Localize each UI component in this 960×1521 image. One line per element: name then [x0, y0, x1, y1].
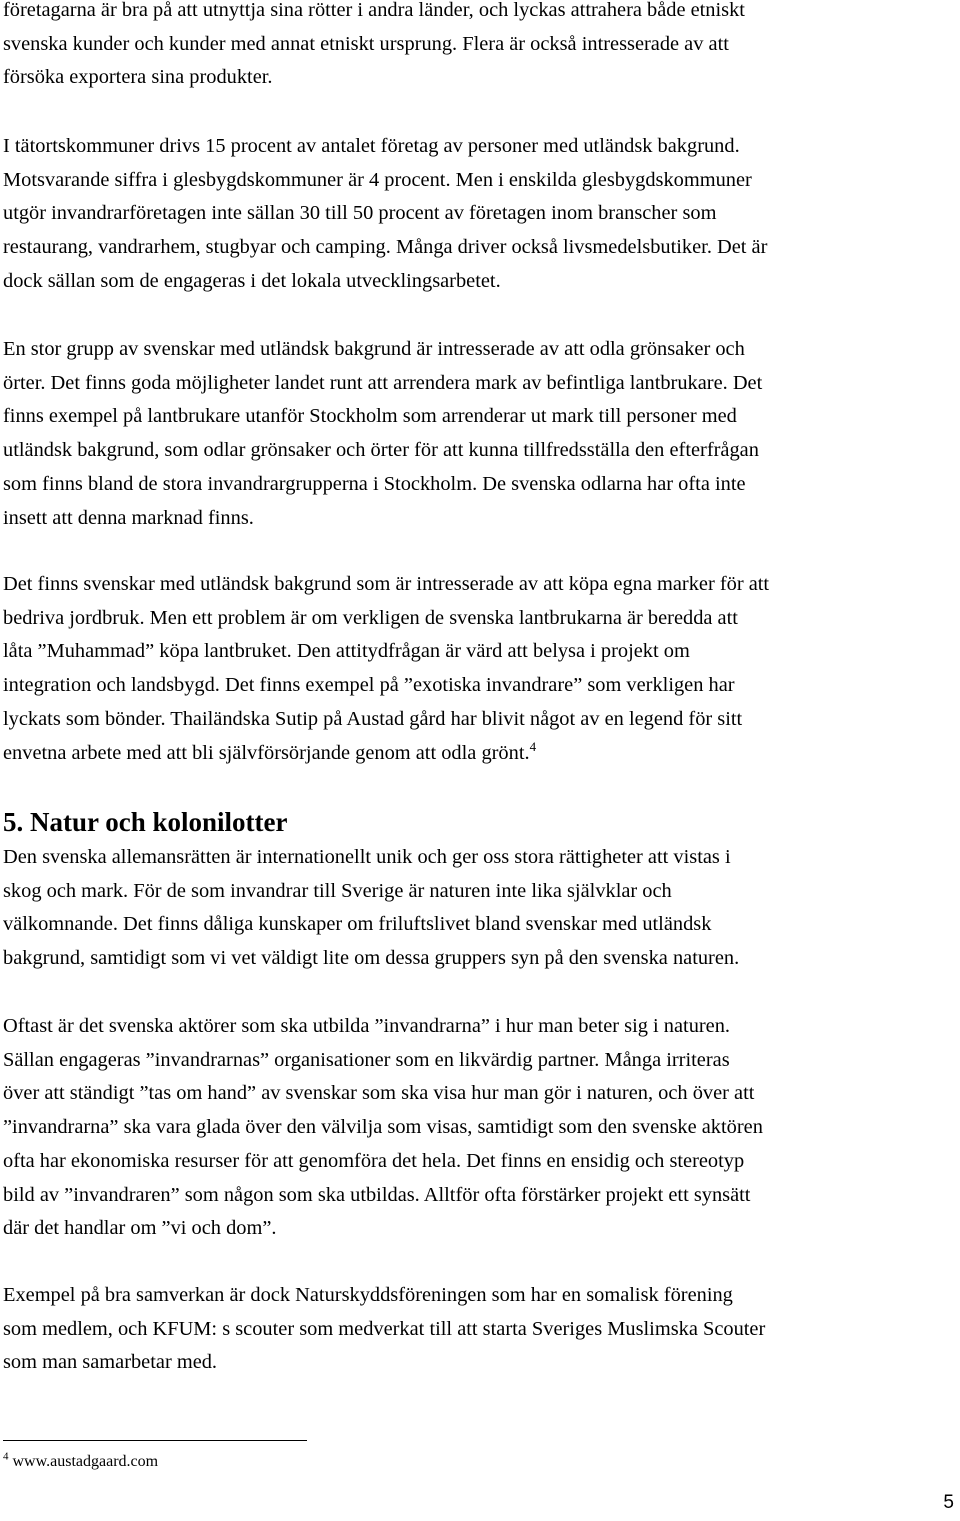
text-line: finns exempel på lantbrukare utanför Stockholm som arrenderar ut mark till personer med — [3, 405, 737, 428]
paragraph-entrepreneurs-roots — [3, 0, 953, 95]
text-line: försöka exportera sina produkter. — [3, 66, 273, 89]
text-line: dock sällan som de engageras i det lokala utvecklingsarbetet. — [3, 269, 501, 292]
text-line: svenska kunder och kunder med annat etniskt ursprung. Flera är också intresserade av att — [3, 32, 729, 55]
text-line: ofta har ekonomiska resurser för att genomföra det hela. Det finns en ensidig och stereotyp — [3, 1149, 745, 1172]
footnote-number: 4 — [3, 1450, 9, 1463]
text-line: Det finns svenskar med utländsk bakgrund som är intresserade av att köpa egna marker för att — [3, 573, 770, 595]
text-line: lyckats som bönder. Thailändska Sutip på Austad gård har blivit något av en legend för sitt — [3, 707, 743, 730]
text-line: skog och mark. För de som invandrar till Sverige är naturen inte lika självklar och — [3, 879, 672, 902]
text-line: företagarna är bra på att utnyttja sina rötter i andra länder, och lyckas attrahera både etniskt — [3, 0, 745, 21]
text-line: I tätortskommuner drivs 15 procent av antalet företag av personer med utländsk bakgrund. — [3, 135, 740, 157]
text-line: låta ”Muhammad” köpa lantbruket. Den attitydfrågan är värd att belysa i projekt om — [3, 640, 690, 663]
text-line: Exempel på bra samverkan är dock Naturskyddsföreningen som har en somalisk förening — [3, 1284, 733, 1306]
section-heading: 5. Natur och kolonilotter — [3, 807, 288, 837]
text-line: som man samarbetar med. — [3, 1351, 218, 1374]
text-line: Sällan engageras ”invandrarnas” organisationer som en likvärdig partner. Många irriteras — [3, 1048, 730, 1071]
paragraph-swedish-actors — [3, 1010, 953, 1246]
text-line: Oftast är det svenska aktörer som ska utbilda ”invandrarna” i hur man beter sig i naturen. — [3, 1015, 731, 1037]
text-line: bakgrund, samtidigt som vi vet väldigt lite om dessa gruppers syn på den svenska naturen. — [3, 947, 740, 970]
text-line: välkomnande. Det finns dåliga kunskaper om friluftslivet bland svenskar med utländsk — [3, 913, 712, 936]
text-line: över att ständigt ”tas om hand” av svenskar som ska visa hur man gör i naturen, och över att — [3, 1082, 755, 1105]
footnote-reference[interactable]: 4 — [529, 738, 537, 754]
text-line: bild av ”invandraren” som någon som ska utbildas. Alltför ofta förstärker projekt ett synsätt — [3, 1183, 751, 1206]
paragraph-urban-rural-statistics — [3, 130, 953, 299]
text-line-content: envetna arbete med att bli självförsörjande genom att odla grönt. — [3, 741, 530, 764]
text-line: som finns bland de stora invandrargrupperna i Stockholm. De svenska odlarna har ofta inte — [3, 472, 746, 495]
text-line — [3, 737, 953, 771]
text-line: restaurang, vandrarhem, stugbyar och camping. Många driver också livsmedelsbutiker. Det är — [3, 236, 768, 259]
text-line: där det handlar om ”vi och dom”. — [3, 1217, 277, 1240]
text-line: Den svenska allemansrätten är internationellt unik och ger oss stora rättigheter att vistas i — [3, 846, 731, 868]
text-line: Motsvarande siffra i glesbygdskommuner är 4 procent. Men i enskilda glesbygdskommuner — [3, 168, 752, 191]
text-line: örter. Det finns goda möjligheter landet runt att arrendera mark av befintliga lantbrukare. Det — [3, 371, 763, 394]
text-line: utländsk bakgrund, som odlar grönsaker och örter för att kunna tillfredsställa den efterfrågan — [3, 439, 759, 462]
text-line: som medlem, och KFUM: s scouter som medverkat till att starta Sveriges Muslimska Scouter — [3, 1317, 766, 1340]
page-number: 5 — [943, 1492, 954, 1513]
text-line: bedriva jordbruk. Men ett problem är om verkligen de svenska lantbrukarna är beredda att — [3, 606, 738, 629]
text-line: integration och landsbygd. Det finns exempel på ”exotiska invandrare” som verkligen har — [3, 674, 735, 697]
paragraph-vegetable-growing — [3, 333, 953, 535]
text-line: utgör invandrarföretagen inte sällan 30 till 50 procent av företagen inom branscher som — [3, 202, 717, 225]
paragraph-good-cooperation — [3, 1279, 953, 1380]
text-line: ”invandrarna” ska vara glada över den välvilja som visas, samtidigt som den svenske aktören — [3, 1116, 763, 1139]
paragraph-right-of-public-access — [3, 841, 953, 976]
footnote — [3, 1451, 158, 1473]
paragraph-buying-land — [3, 568, 953, 770]
text-line: En stor grupp av svenskar med utländsk bakgrund är intresserade av att odla grönsaker och — [3, 338, 745, 360]
footnote-link[interactable]: www.austadgaard.com — [12, 1453, 159, 1470]
text-line: insett att denna marknad finns. — [3, 506, 254, 529]
footnote-divider — [3, 1440, 307, 1441]
